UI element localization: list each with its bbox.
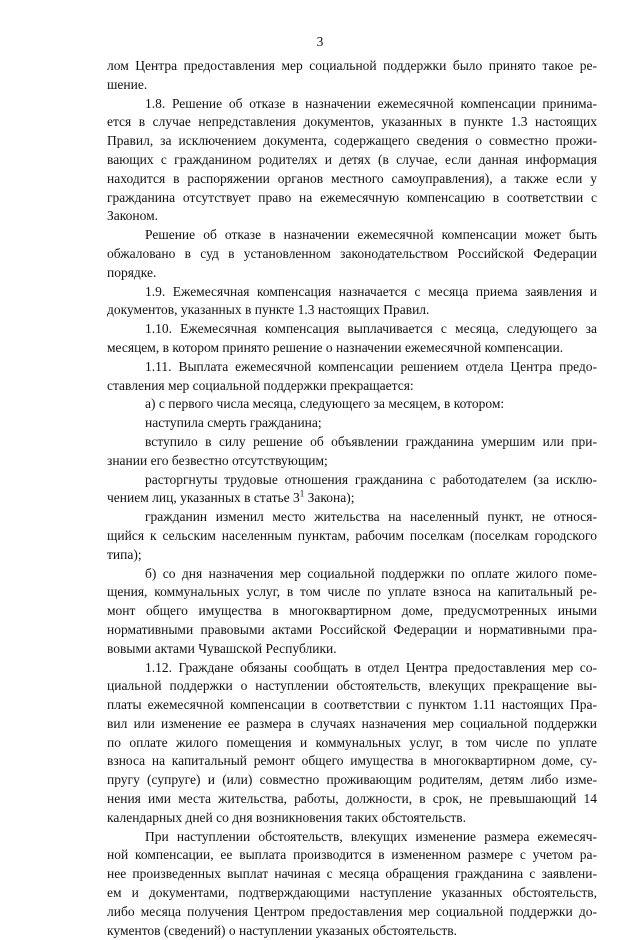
text-line: а) с первого числа месяца, следующего за месяцем, в котором: bbox=[145, 396, 505, 412]
paragraph bbox=[107, 358, 597, 396]
text-line: нения ими места жительства, работы, должности, в срок, не превышающий 14 bbox=[107, 791, 597, 807]
paragraph bbox=[107, 283, 597, 321]
text-line: порядке. bbox=[107, 264, 157, 280]
text-line: 1.8. Решение об отказе в назначении ежемесячной компенсации принима- bbox=[145, 95, 597, 111]
text-line: щийся к сельским населенным пунктам, рабочим поселкам (поселкам городского bbox=[107, 527, 597, 543]
text-line: пругу (супруге) и (или) совместно проживающим родителям, детям либо изме- bbox=[107, 772, 597, 788]
text-line: лом Центра предоставления мер социальной поддержки было принято такое ре- bbox=[107, 58, 597, 73]
text-line: вступило в силу решение об объявлении гражданина умершим или при- bbox=[145, 433, 597, 449]
text-line: вовыми актами Чувашской Республики. bbox=[107, 640, 337, 656]
paragraph bbox=[107, 395, 597, 414]
paragraph bbox=[107, 95, 597, 227]
text-line: либо месяца получения Центром предоставления мер социальной поддержки до- bbox=[107, 903, 597, 919]
text-line: 1.10. Ежемесячная компенсация выплачивается с месяца, следующего за bbox=[145, 321, 597, 337]
text-line: гражданина отсутствует право на ежемесячную компенсацию в соответствии с bbox=[107, 189, 597, 205]
text-line: нормативными правовыми актами Российской Федерации и нормативными пра- bbox=[107, 621, 597, 637]
document-body bbox=[107, 57, 597, 940]
paragraph bbox=[107, 414, 597, 433]
text-line: вающих с гражданином родителях и детях (в случае, если данная информация bbox=[107, 151, 597, 167]
paragraph bbox=[107, 433, 597, 471]
text-line: взноса на капитальный ремонт общего имущества в многоквартирном доме, су- bbox=[107, 753, 597, 769]
text-line: нее произведенных выплат начиная с месяца обращения гражданина с заявлени- bbox=[107, 866, 597, 882]
text-line: вил или изменение ее размера в случаях назначения мер социальной поддержки bbox=[107, 715, 597, 731]
text-line: кументов (сведений) о наступлении указаных обстоятельств. bbox=[107, 922, 458, 938]
text-line: шение. bbox=[107, 76, 148, 92]
text-line: документов, указанных в пункте 1.3 настоящих Правил. bbox=[107, 302, 430, 318]
text-line: платы ежемесячной компенсации в соответствии с пунктом 1.11 настоящих Пра- bbox=[107, 697, 597, 713]
text-line: типа); bbox=[107, 546, 142, 562]
text-line: б) со дня назначения мер социальной поддержки по оплате жилого поме- bbox=[145, 565, 597, 581]
text-line: ем и документами, подтверждающими наступление указанных обстоятельств, bbox=[107, 885, 597, 901]
page-number: 3 bbox=[316, 34, 324, 49]
text-line: календарных дней со дня возникновения таких обстоятельств. bbox=[107, 809, 467, 825]
text-line: 1.11. Выплата ежемесячной компенсации решением отдела Центра предо- bbox=[145, 358, 597, 374]
paragraph bbox=[107, 57, 597, 95]
superscript: 1 bbox=[299, 488, 305, 499]
paragraph bbox=[107, 659, 597, 828]
text-line: 1.12. Граждане обязаны сообщать в отдел Центра предоставления мер со- bbox=[145, 659, 597, 675]
paragraph bbox=[107, 508, 597, 564]
text-line: щения, коммунальных услуг, в том числе по уплате взноса на капитальный ре- bbox=[107, 584, 597, 600]
paragraph bbox=[107, 565, 597, 659]
text-line: чением лиц, указанных в статье $3^1$ Закона); bbox=[107, 488, 355, 506]
text-line: Решение об отказе в назначении ежемесячной компенсации может быть bbox=[145, 227, 597, 243]
text-line: При наступлении обстоятельств, влекущих изменение размера ежемесяч- bbox=[145, 828, 597, 844]
text-line: монт общего имущества в многоквартирном доме, предусмотренных иными bbox=[107, 603, 597, 619]
paragraph bbox=[107, 828, 597, 940]
text-line: находится в распоряжении органов местного самоуправления), а также если у bbox=[107, 170, 597, 186]
text-line: 1.9. Ежемесячная компенсация назначается с месяца приема заявления и bbox=[145, 283, 597, 299]
paragraph bbox=[107, 226, 597, 282]
text-line: обжаловано в суд в установленном законодательством Российской Федерации bbox=[107, 245, 597, 261]
paragraph bbox=[107, 471, 597, 509]
text-line: ется в случае непредставления документов, указанных в пункте 1.3 настоящих bbox=[107, 114, 597, 130]
text-line: ной компенсации, ее выплата производится в измененном размере с учетом ра- bbox=[107, 847, 597, 863]
text-line: Законом. bbox=[107, 208, 159, 224]
text-line: расторгнуты трудовые отношения гражданина с работодателем (за исклю- bbox=[145, 471, 597, 487]
text-after-superscript: Закона); bbox=[304, 490, 355, 506]
text-line: Правил, за исключением документа, содержащего сведения о совместно прожи- bbox=[107, 133, 597, 149]
text-line: циальной поддержки о наступлении обстоятельств, влекущих прекращение вы- bbox=[107, 678, 597, 694]
text-line: знании его безвестно отсутствующим; bbox=[107, 452, 328, 468]
paragraph bbox=[107, 320, 597, 358]
text-line: месяцем, в котором принято решение о назначении ежемесячной компенсации. bbox=[107, 339, 564, 355]
text-line: ставления мер социальной поддержки прекращается: bbox=[107, 377, 414, 393]
text-line: гражданин изменил место жительства на населенный пункт, не относя- bbox=[145, 509, 597, 525]
text-line: наступила смерть гражданина; bbox=[145, 415, 322, 431]
text-line: по оплате жилого помещения и коммунальных услуг, в том числе по уплате bbox=[107, 734, 597, 750]
